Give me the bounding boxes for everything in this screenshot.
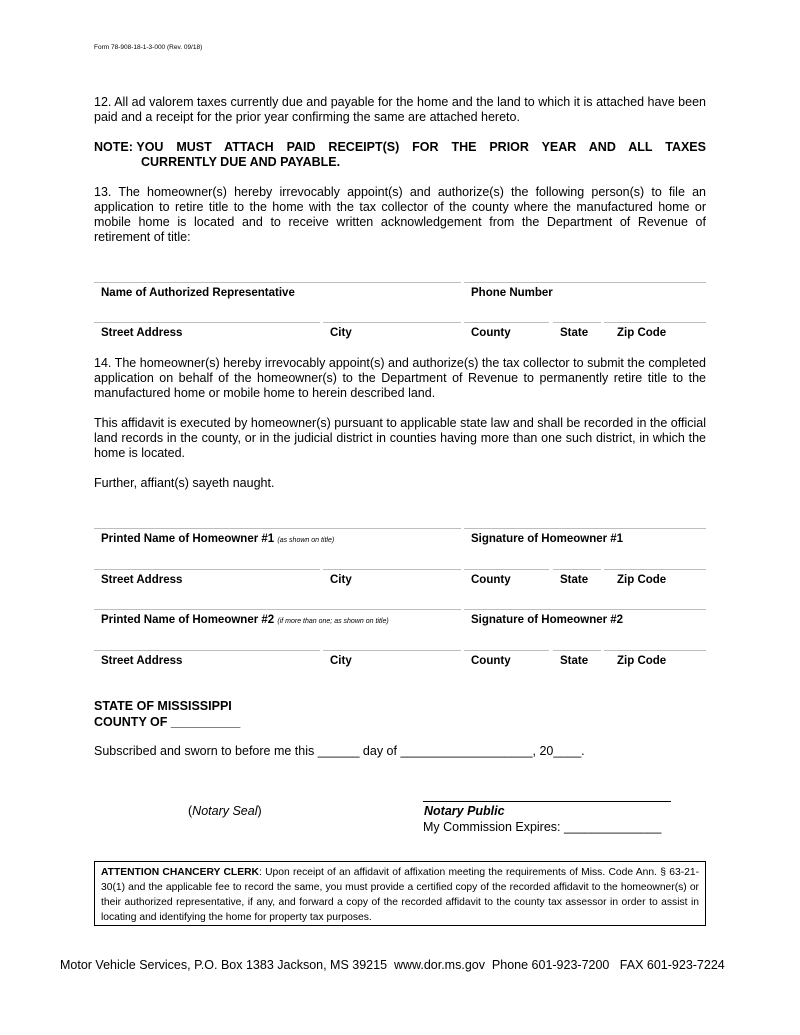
- representative-name-field[interactable]: Name of Authorized Representative: [94, 282, 461, 299]
- county-line[interactable]: COUNTY OF __________: [94, 715, 241, 729]
- homeowner-1-state-field[interactable]: State: [553, 569, 601, 586]
- homeowner-1-row: [94, 528, 706, 546]
- notary-seal-open: (: [188, 804, 193, 818]
- homeowner-2-name-note: (if more than one; as shown on title): [277, 618, 389, 625]
- homeowner-1-name-note: (as shown on title): [277, 537, 335, 544]
- representative-row: [94, 282, 706, 300]
- homeowner-2-name-field[interactable]: [94, 609, 461, 626]
- venue-block: [94, 698, 240, 730]
- homeowner-2-row: [94, 609, 706, 627]
- attention-heading: ATTENTION CHANCERY CLERK: [101, 867, 259, 878]
- homeowner-1-address-row: [94, 569, 706, 587]
- form-number: Form 78-908-18-1-3-000 (Rev. 09/18): [94, 44, 203, 51]
- homeowner-2-state-field[interactable]: State: [553, 650, 601, 667]
- attention-box: [94, 861, 706, 926]
- rep-street-field[interactable]: Street Address: [94, 322, 320, 339]
- sworn-statement[interactable]: Subscribed and sworn to before me this ______ day of ___________________, 20____.: [94, 744, 585, 758]
- homeowner-2-name-label: Printed Name of Homeowner #2: [101, 614, 275, 626]
- homeowner-1-name-label: Printed Name of Homeowner #1: [101, 533, 275, 545]
- homeowner-2-county-field[interactable]: County: [464, 650, 549, 667]
- rep-city-field[interactable]: City: [323, 322, 461, 339]
- note-prefix: NOTE:: [94, 140, 137, 154]
- item-14-text: 14. The homeowner(s) hereby irrevocably appoint(s) and authorize(s) the tax collector to submit the completed application on behalf of the homeowner(s) to the Department of Revenue to permanently retire title to the manufactured home or mobile home to herein described land.: [94, 356, 706, 400]
- footer-contact: Motor Vehicle Services, P.O. Box 1383 Jackson, MS 39215 www.dor.ms.gov Phone 601-923-7200 FAX 601-923-7224: [60, 958, 725, 972]
- note-block: [94, 140, 706, 170]
- notary-seal-label: Notary Seal: [192, 804, 258, 818]
- item-13-text: 13. The homeowner(s) hereby irrevocably appoint(s) and authorize(s) the following person(s) to file an application to retire title to the home with the tax collector of the county where the manufactured home or mobile home is located and to receive written acknowledgement from the Department of Revenue of retirement of title:: [94, 185, 706, 244]
- further-text: Further, affiant(s) sayeth naught.: [94, 476, 275, 490]
- homeowner-2-signature-field[interactable]: Signature of Homeowner #2: [464, 609, 706, 626]
- homeowner-2-zip-field[interactable]: Zip Code: [604, 650, 706, 667]
- note-line-1: YOU MUST ATTACH PAID RECEIPT(S) FOR THE PRIOR YEAR AND ALL TAXES: [136, 140, 706, 154]
- homeowner-1-street-field[interactable]: Street Address: [94, 569, 320, 586]
- representative-phone-field[interactable]: Phone Number: [464, 282, 706, 299]
- homeowner-1-signature-field[interactable]: Signature of Homeowner #1: [464, 528, 706, 545]
- note-line-2: CURRENTLY DUE AND PAYABLE.: [141, 155, 341, 169]
- notary-signature-line[interactable]: [423, 801, 671, 802]
- homeowner-1-county-field[interactable]: County: [464, 569, 549, 586]
- commission-expires[interactable]: My Commission Expires: ______________: [423, 820, 662, 834]
- rep-zip-field[interactable]: Zip Code: [604, 322, 706, 339]
- notary-seal-close: ): [257, 804, 262, 818]
- item-12-text: 12. All ad valorem taxes currently due and payable for the home and the land to which it is attached have been paid and a receipt for the prior year confirming the same are attached hereto.: [94, 95, 706, 124]
- rep-state-field[interactable]: State: [553, 322, 601, 339]
- homeowner-2-street-field[interactable]: Street Address: [94, 650, 320, 667]
- homeowner-1-zip-field[interactable]: Zip Code: [604, 569, 706, 586]
- representative-address-row: [94, 322, 706, 340]
- homeowner-2-address-row: [94, 650, 706, 668]
- notary-public-label: Notary Public: [424, 804, 505, 818]
- notary-seal: [188, 804, 262, 818]
- affidavit-text: This affidavit is executed by homeowner(s) pursuant to applicable state law and shall be recorded in the official land records in the county, or in the judicial district in counties having more than one such district, in which the home is located.: [94, 416, 706, 460]
- attention-body: : Upon receipt of an affidavit of affixation meeting the requirements of Miss. Code Ann. § 63-21-30(1) and the applicable fee to record the same, you must provide a certified copy of the recorded affidavit to the homeowner(s) or their authorized representative, if any, and forward a copy of the recorded affidavit to the county tax assessor in order to assist in locating and identifying the home for property tax purposes.: [101, 867, 700, 923]
- state-line: STATE OF MISSISSIPPI: [94, 699, 232, 713]
- rep-county-field[interactable]: County: [464, 322, 549, 339]
- homeowner-1-name-field[interactable]: [94, 528, 461, 545]
- homeowner-1-city-field[interactable]: City: [323, 569, 461, 586]
- homeowner-2-city-field[interactable]: City: [323, 650, 461, 667]
